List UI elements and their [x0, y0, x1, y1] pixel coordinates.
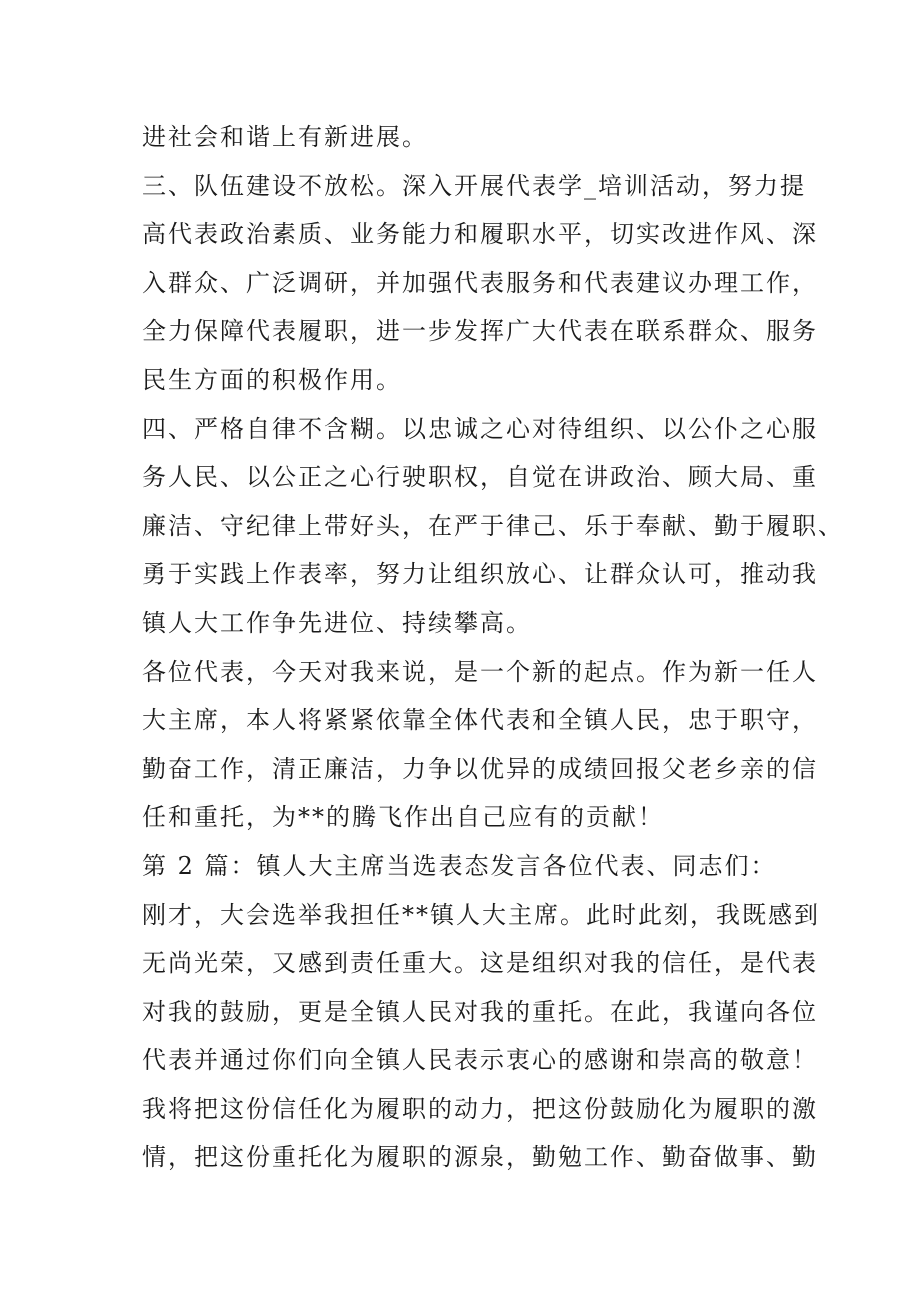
text-line-6: 民生方面的积极作用。	[142, 365, 402, 394]
section-heading-2: 第 2 篇：镇人大主席当选表态发言各位代表、同志们：	[142, 851, 777, 880]
text-line-5: 全力保障代表履职，进一步发挥广大代表在联系群众、服务	[142, 317, 818, 346]
text-line-1: 进社会和谐上有新进展。	[142, 123, 428, 151]
document-body	[142, 113, 844, 1182]
text-line-2: 三、队伍建设不放松。深入开展代表学_培训活动，努力提	[142, 171, 806, 200]
text-line-22: 情，把这份重托化为履职的源泉，勤勉工作、勤奋做事、勤	[142, 1143, 818, 1172]
text-line-21: 我将把这份信任化为履职的动力，把这份鼓励化为履职的激	[142, 1094, 818, 1123]
text-line-20: 代表并通过你们向全镇人民表示衷心的感谢和崇高的敬意！	[142, 1046, 818, 1075]
text-line-13: 大主席，本人将紧紧依靠全体代表和全镇人民，忠于职守，	[142, 706, 818, 735]
text-line-14: 勤奋工作，清正廉洁，力争以优异的成绩回报父老乡亲的信	[142, 754, 818, 783]
text-line-8: 务人民、以公正之心行驶职权，自觉在讲政治、顾大局、重	[142, 463, 818, 492]
text-line-9: 廉洁、守纪律上带好头，在严于律己、乐于奉献、勤于履职、	[142, 511, 844, 540]
text-line-3: 高代表政治素质、业务能力和履职水平，切实改进作风、深	[142, 220, 818, 249]
text-line-12: 各位代表，今天对我来说，是一个新的起点。作为新一任人	[142, 657, 818, 686]
text-line-4: 入群众、广泛调研，并加强代表服务和代表建议办理工作，	[142, 268, 818, 297]
text-line-10: 勇于实践上作表率，努力让组织放心、让群众认可，推动我	[142, 560, 818, 589]
text-line-18: 无尚光荣，又感到责任重大。这是组织对我的信任，是代表	[142, 949, 818, 978]
text-line-17: 刚才，大会选举我担任**镇人大主席。此时此刻，我既感到	[142, 900, 820, 929]
text-line-15: 任和重托，为**的腾飞作出自己应有的贡献！	[142, 803, 664, 832]
text-line-7: 四、严格自律不含糊。以忠诚之心对待组织、以公仆之心服	[142, 414, 818, 443]
text-line-19: 对我的鼓励，更是全镇人民对我的重托。在此，我谨向各位	[142, 997, 818, 1026]
text-line-11: 镇人大工作争先进位、持续攀高。	[142, 608, 532, 637]
